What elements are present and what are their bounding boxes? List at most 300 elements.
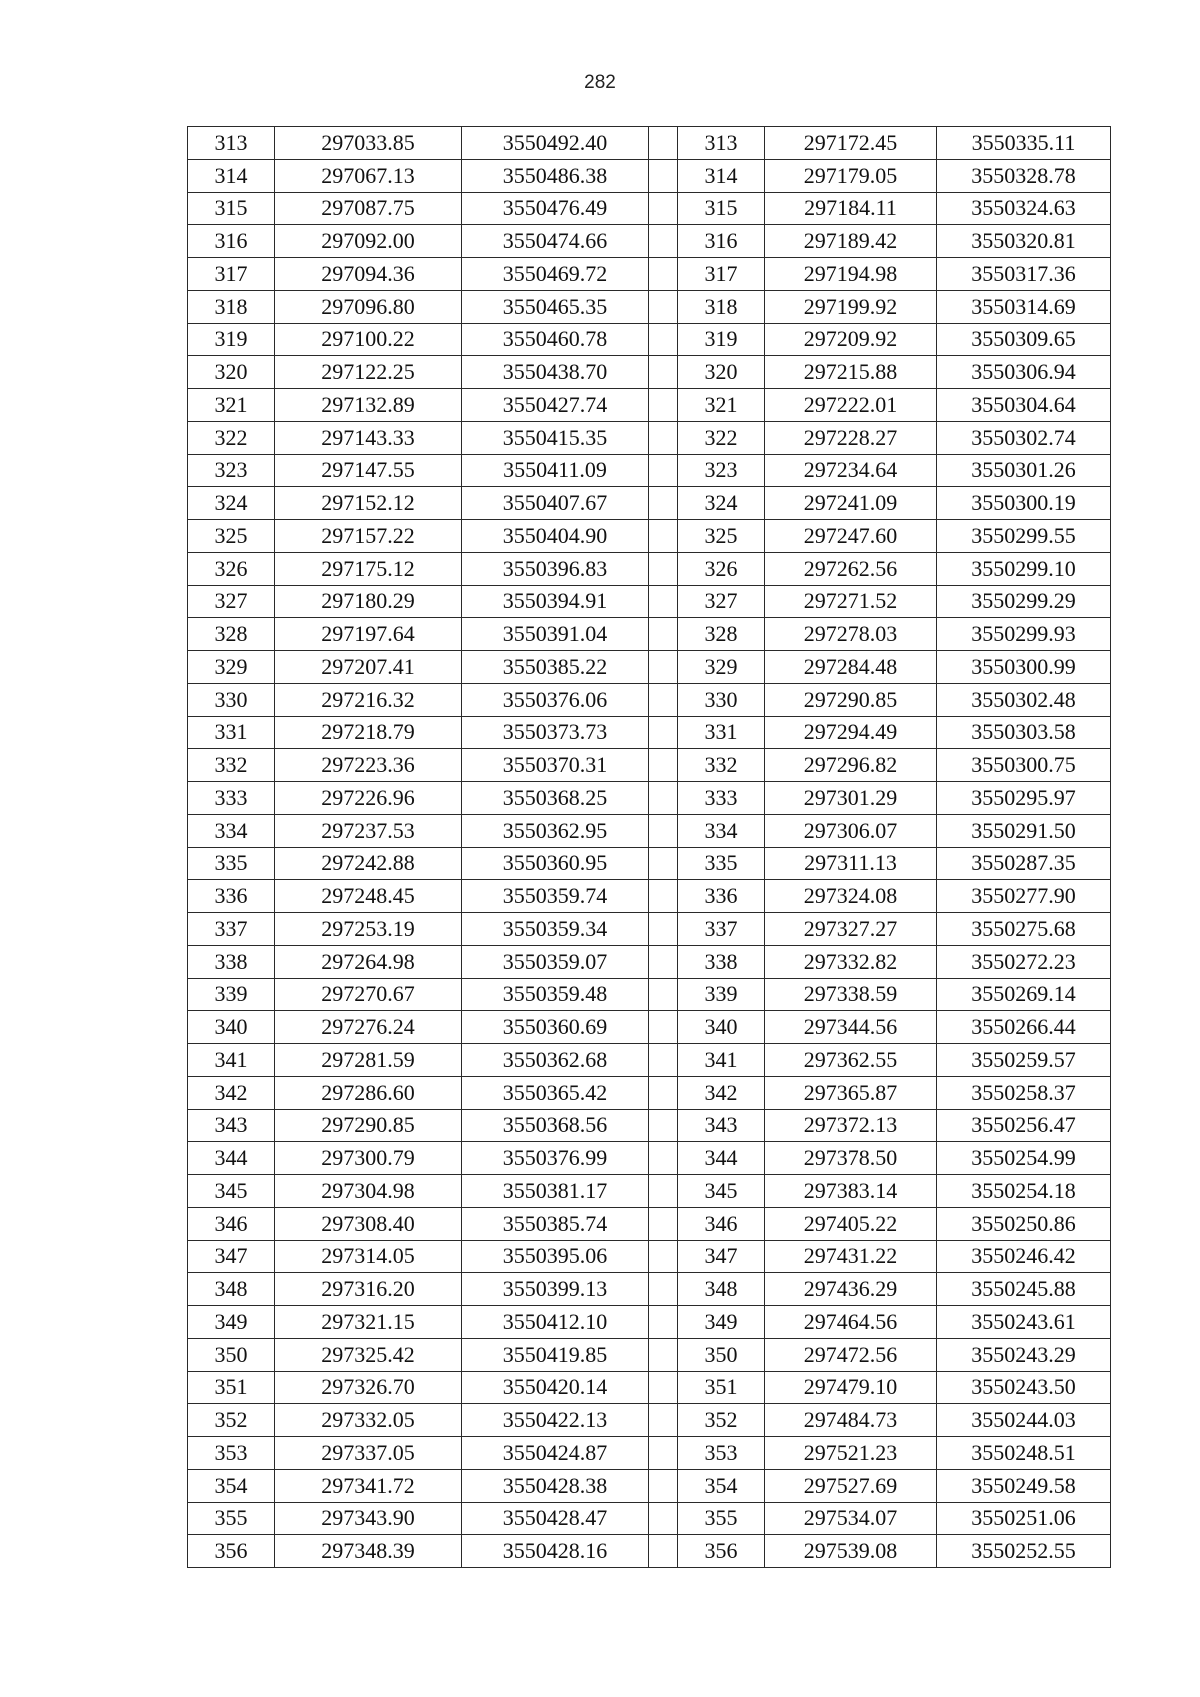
right-x-coordinate: 297241.09: [765, 487, 937, 520]
left-x-coordinate: 297132.89: [275, 389, 462, 422]
table-row: [188, 847, 1111, 880]
left-x-coordinate: 297100.22: [275, 323, 462, 356]
left-x-coordinate: 297290.85: [275, 1109, 462, 1142]
table-row: [188, 749, 1111, 782]
right-point-number: 329: [678, 651, 765, 684]
right-x-coordinate: 297234.64: [765, 454, 937, 487]
left-y-coordinate: 3550359.48: [462, 978, 649, 1011]
left-point-number: 320: [188, 356, 275, 389]
table-row: [188, 683, 1111, 716]
right-x-coordinate: 297215.88: [765, 356, 937, 389]
table-row: [188, 323, 1111, 356]
left-x-coordinate: 297143.33: [275, 421, 462, 454]
table-row: [188, 1535, 1111, 1568]
left-y-coordinate: 3550428.38: [462, 1469, 649, 1502]
right-x-coordinate: 297431.22: [765, 1240, 937, 1273]
left-y-coordinate: 3550438.70: [462, 356, 649, 389]
left-point-number: 335: [188, 847, 275, 880]
left-point-number: 343: [188, 1109, 275, 1142]
column-separator: [649, 389, 678, 422]
right-y-coordinate: 3550304.64: [937, 389, 1111, 422]
column-separator: [649, 1207, 678, 1240]
table-row: [188, 618, 1111, 651]
right-point-number: 320: [678, 356, 765, 389]
column-separator: [649, 127, 678, 160]
left-x-coordinate: 297207.41: [275, 651, 462, 684]
table-row: [188, 225, 1111, 258]
left-y-coordinate: 3550399.13: [462, 1273, 649, 1306]
right-x-coordinate: 297327.27: [765, 913, 937, 946]
left-x-coordinate: 297197.64: [275, 618, 462, 651]
left-point-number: 351: [188, 1371, 275, 1404]
right-x-coordinate: 297296.82: [765, 749, 937, 782]
table-row: [188, 258, 1111, 291]
left-x-coordinate: 297152.12: [275, 487, 462, 520]
right-point-number: 337: [678, 913, 765, 946]
right-x-coordinate: 297332.82: [765, 945, 937, 978]
left-point-number: 334: [188, 814, 275, 847]
column-separator: [649, 716, 678, 749]
right-y-coordinate: 3550254.18: [937, 1175, 1111, 1208]
right-x-coordinate: 297464.56: [765, 1306, 937, 1339]
left-y-coordinate: 3550474.66: [462, 225, 649, 258]
left-point-number: 336: [188, 880, 275, 913]
right-y-coordinate: 3550314.69: [937, 290, 1111, 323]
right-x-coordinate: 297539.08: [765, 1535, 937, 1568]
right-x-coordinate: 297228.27: [765, 421, 937, 454]
left-point-number: 330: [188, 683, 275, 716]
left-y-coordinate: 3550460.78: [462, 323, 649, 356]
left-y-coordinate: 3550385.22: [462, 651, 649, 684]
right-point-number: 321: [678, 389, 765, 422]
right-x-coordinate: 297472.56: [765, 1338, 937, 1371]
table-row: [188, 1109, 1111, 1142]
table-row: [188, 1371, 1111, 1404]
left-point-number: 356: [188, 1535, 275, 1568]
left-x-coordinate: 297341.72: [275, 1469, 462, 1502]
right-point-number: 345: [678, 1175, 765, 1208]
left-x-coordinate: 297237.53: [275, 814, 462, 847]
right-x-coordinate: 297479.10: [765, 1371, 937, 1404]
column-separator: [649, 585, 678, 618]
right-point-number: 349: [678, 1306, 765, 1339]
left-y-coordinate: 3550362.68: [462, 1044, 649, 1077]
column-separator: [649, 618, 678, 651]
column-separator: [649, 159, 678, 192]
table-row: [188, 651, 1111, 684]
left-y-coordinate: 3550368.56: [462, 1109, 649, 1142]
right-point-number: 344: [678, 1142, 765, 1175]
left-y-coordinate: 3550412.10: [462, 1306, 649, 1339]
left-x-coordinate: 297094.36: [275, 258, 462, 291]
left-point-number: 338: [188, 945, 275, 978]
right-point-number: 330: [678, 683, 765, 716]
table-row: [188, 127, 1111, 160]
column-separator: [649, 814, 678, 847]
column-separator: [649, 1404, 678, 1437]
right-point-number: 348: [678, 1273, 765, 1306]
right-point-number: 342: [678, 1076, 765, 1109]
table-row: [188, 782, 1111, 815]
column-separator: [649, 1175, 678, 1208]
right-x-coordinate: 297484.73: [765, 1404, 937, 1437]
right-point-number: 339: [678, 978, 765, 1011]
right-y-coordinate: 3550266.44: [937, 1011, 1111, 1044]
right-x-coordinate: 297222.01: [765, 389, 937, 422]
right-x-coordinate: 297365.87: [765, 1076, 937, 1109]
left-point-number: 353: [188, 1437, 275, 1470]
column-separator: [649, 1044, 678, 1077]
right-x-coordinate: 297189.42: [765, 225, 937, 258]
table-row: [188, 552, 1111, 585]
left-y-coordinate: 3550365.42: [462, 1076, 649, 1109]
left-x-coordinate: 297067.13: [275, 159, 462, 192]
right-x-coordinate: 297521.23: [765, 1437, 937, 1470]
table-row: [188, 421, 1111, 454]
column-separator: [649, 520, 678, 553]
left-x-coordinate: 297308.40: [275, 1207, 462, 1240]
right-x-coordinate: 297278.03: [765, 618, 937, 651]
column-separator: [649, 1306, 678, 1339]
right-x-coordinate: 297311.13: [765, 847, 937, 880]
left-x-coordinate: 297223.36: [275, 749, 462, 782]
left-point-number: 345: [188, 1175, 275, 1208]
right-point-number: 323: [678, 454, 765, 487]
left-x-coordinate: 297304.98: [275, 1175, 462, 1208]
right-point-number: 328: [678, 618, 765, 651]
right-y-coordinate: 3550335.11: [937, 127, 1111, 160]
table-row: [188, 585, 1111, 618]
left-point-number: 339: [188, 978, 275, 1011]
right-x-coordinate: 297301.29: [765, 782, 937, 815]
left-point-number: 347: [188, 1240, 275, 1273]
right-point-number: 316: [678, 225, 765, 258]
right-point-number: 355: [678, 1502, 765, 1535]
left-y-coordinate: 3550407.67: [462, 487, 649, 520]
left-y-coordinate: 3550492.40: [462, 127, 649, 160]
column-separator: [649, 880, 678, 913]
right-point-number: 335: [678, 847, 765, 880]
left-x-coordinate: 297180.29: [275, 585, 462, 618]
right-y-coordinate: 3550249.58: [937, 1469, 1111, 1502]
left-point-number: 317: [188, 258, 275, 291]
left-point-number: 340: [188, 1011, 275, 1044]
right-point-number: 343: [678, 1109, 765, 1142]
left-x-coordinate: 297326.70: [275, 1371, 462, 1404]
right-y-coordinate: 3550287.35: [937, 847, 1111, 880]
column-separator: [649, 683, 678, 716]
right-point-number: 334: [678, 814, 765, 847]
column-separator: [649, 487, 678, 520]
right-y-coordinate: 3550295.97: [937, 782, 1111, 815]
left-y-coordinate: 3550411.09: [462, 454, 649, 487]
right-x-coordinate: 297179.05: [765, 159, 937, 192]
left-y-coordinate: 3550427.74: [462, 389, 649, 422]
table-row: [188, 1207, 1111, 1240]
left-y-coordinate: 3550376.99: [462, 1142, 649, 1175]
left-point-number: 348: [188, 1273, 275, 1306]
left-y-coordinate: 3550419.85: [462, 1338, 649, 1371]
right-y-coordinate: 3550245.88: [937, 1273, 1111, 1306]
right-point-number: 327: [678, 585, 765, 618]
left-point-number: 355: [188, 1502, 275, 1535]
table-row: [188, 192, 1111, 225]
right-x-coordinate: 297172.45: [765, 127, 937, 160]
right-point-number: 352: [678, 1404, 765, 1437]
right-y-coordinate: 3550300.75: [937, 749, 1111, 782]
table-row: [188, 1076, 1111, 1109]
left-y-coordinate: 3550394.91: [462, 585, 649, 618]
column-separator: [649, 1011, 678, 1044]
table-row: [188, 945, 1111, 978]
right-point-number: 351: [678, 1371, 765, 1404]
right-y-coordinate: 3550258.37: [937, 1076, 1111, 1109]
right-y-coordinate: 3550328.78: [937, 159, 1111, 192]
right-point-number: 331: [678, 716, 765, 749]
right-y-coordinate: 3550299.55: [937, 520, 1111, 553]
left-x-coordinate: 297253.19: [275, 913, 462, 946]
column-separator: [649, 1371, 678, 1404]
table-row: [188, 1011, 1111, 1044]
left-x-coordinate: 297096.80: [275, 290, 462, 323]
left-point-number: 327: [188, 585, 275, 618]
column-separator: [649, 225, 678, 258]
right-x-coordinate: 297290.85: [765, 683, 937, 716]
right-x-coordinate: 297194.98: [765, 258, 937, 291]
table-row: [188, 1502, 1111, 1535]
table-row: [188, 1338, 1111, 1371]
left-point-number: 346: [188, 1207, 275, 1240]
right-y-coordinate: 3550317.36: [937, 258, 1111, 291]
right-y-coordinate: 3550277.90: [937, 880, 1111, 913]
right-x-coordinate: 297247.60: [765, 520, 937, 553]
left-y-coordinate: 3550428.16: [462, 1535, 649, 1568]
left-point-number: 318: [188, 290, 275, 323]
right-x-coordinate: 297362.55: [765, 1044, 937, 1077]
left-x-coordinate: 297276.24: [275, 1011, 462, 1044]
column-separator: [649, 1076, 678, 1109]
table-row: [188, 487, 1111, 520]
left-x-coordinate: 297122.25: [275, 356, 462, 389]
left-point-number: 325: [188, 520, 275, 553]
left-x-coordinate: 297175.12: [275, 552, 462, 585]
left-y-coordinate: 3550376.06: [462, 683, 649, 716]
right-y-coordinate: 3550303.58: [937, 716, 1111, 749]
right-x-coordinate: 297262.56: [765, 552, 937, 585]
right-x-coordinate: 297294.49: [765, 716, 937, 749]
right-y-coordinate: 3550243.29: [937, 1338, 1111, 1371]
left-y-coordinate: 3550391.04: [462, 618, 649, 651]
left-x-coordinate: 297226.96: [275, 782, 462, 815]
right-y-coordinate: 3550291.50: [937, 814, 1111, 847]
column-separator: [649, 749, 678, 782]
left-y-coordinate: 3550395.06: [462, 1240, 649, 1273]
left-point-number: 354: [188, 1469, 275, 1502]
left-y-coordinate: 3550465.35: [462, 290, 649, 323]
left-y-coordinate: 3550370.31: [462, 749, 649, 782]
left-point-number: 333: [188, 782, 275, 815]
right-x-coordinate: 297199.92: [765, 290, 937, 323]
right-x-coordinate: 297284.48: [765, 651, 937, 684]
right-x-coordinate: 297306.07: [765, 814, 937, 847]
column-separator: [649, 454, 678, 487]
left-x-coordinate: 297248.45: [275, 880, 462, 913]
right-point-number: 317: [678, 258, 765, 291]
left-x-coordinate: 297157.22: [275, 520, 462, 553]
left-point-number: 332: [188, 749, 275, 782]
left-point-number: 319: [188, 323, 275, 356]
left-point-number: 331: [188, 716, 275, 749]
left-x-coordinate: 297216.32: [275, 683, 462, 716]
table-row: [188, 1306, 1111, 1339]
table-row: [188, 814, 1111, 847]
left-x-coordinate: 297300.79: [275, 1142, 462, 1175]
table-row: [188, 159, 1111, 192]
column-separator: [649, 1338, 678, 1371]
column-separator: [649, 945, 678, 978]
table-row: [188, 880, 1111, 913]
left-y-coordinate: 3550424.87: [462, 1437, 649, 1470]
right-x-coordinate: 297344.56: [765, 1011, 937, 1044]
right-point-number: 354: [678, 1469, 765, 1502]
right-y-coordinate: 3550244.03: [937, 1404, 1111, 1437]
coordinates-table: [187, 126, 1111, 1568]
right-x-coordinate: 297436.29: [765, 1273, 937, 1306]
table-row: [188, 1469, 1111, 1502]
right-y-coordinate: 3550243.61: [937, 1306, 1111, 1339]
left-x-coordinate: 297314.05: [275, 1240, 462, 1273]
right-y-coordinate: 3550254.99: [937, 1142, 1111, 1175]
column-separator: [649, 323, 678, 356]
table-row: [188, 1175, 1111, 1208]
table-row: [188, 454, 1111, 487]
right-x-coordinate: 297184.11: [765, 192, 937, 225]
left-point-number: 321: [188, 389, 275, 422]
left-y-coordinate: 3550381.17: [462, 1175, 649, 1208]
left-y-coordinate: 3550359.74: [462, 880, 649, 913]
right-y-coordinate: 3550300.99: [937, 651, 1111, 684]
left-point-number: 324: [188, 487, 275, 520]
left-y-coordinate: 3550373.73: [462, 716, 649, 749]
table-row: [188, 1404, 1111, 1437]
left-x-coordinate: 297337.05: [275, 1437, 462, 1470]
right-y-coordinate: 3550256.47: [937, 1109, 1111, 1142]
left-x-coordinate: 297281.59: [275, 1044, 462, 1077]
right-y-coordinate: 3550259.57: [937, 1044, 1111, 1077]
left-y-coordinate: 3550428.47: [462, 1502, 649, 1535]
table-row: [188, 1240, 1111, 1273]
left-x-coordinate: 297147.55: [275, 454, 462, 487]
left-point-number: 326: [188, 552, 275, 585]
left-y-coordinate: 3550359.07: [462, 945, 649, 978]
left-point-number: 323: [188, 454, 275, 487]
right-x-coordinate: 297209.92: [765, 323, 937, 356]
left-x-coordinate: 297316.20: [275, 1273, 462, 1306]
right-point-number: 332: [678, 749, 765, 782]
right-y-coordinate: 3550299.10: [937, 552, 1111, 585]
right-y-coordinate: 3550243.50: [937, 1371, 1111, 1404]
left-x-coordinate: 297092.00: [275, 225, 462, 258]
left-x-coordinate: 297286.60: [275, 1076, 462, 1109]
column-separator: [649, 651, 678, 684]
left-x-coordinate: 297270.67: [275, 978, 462, 1011]
right-y-coordinate: 3550250.86: [937, 1207, 1111, 1240]
left-point-number: 322: [188, 421, 275, 454]
left-point-number: 315: [188, 192, 275, 225]
right-point-number: 347: [678, 1240, 765, 1273]
right-point-number: 314: [678, 159, 765, 192]
right-x-coordinate: 297534.07: [765, 1502, 937, 1535]
page-number: 282: [584, 72, 616, 93]
left-point-number: 328: [188, 618, 275, 651]
right-point-number: 350: [678, 1338, 765, 1371]
column-separator: [649, 1437, 678, 1470]
column-separator: [649, 1142, 678, 1175]
table-row: [188, 716, 1111, 749]
left-x-coordinate: 297264.98: [275, 945, 462, 978]
right-x-coordinate: 297372.13: [765, 1109, 937, 1142]
right-x-coordinate: 297405.22: [765, 1207, 937, 1240]
left-point-number: 316: [188, 225, 275, 258]
right-point-number: 341: [678, 1044, 765, 1077]
right-x-coordinate: 297378.50: [765, 1142, 937, 1175]
left-point-number: 313: [188, 127, 275, 160]
right-y-coordinate: 3550299.29: [937, 585, 1111, 618]
right-point-number: 356: [678, 1535, 765, 1568]
left-y-coordinate: 3550420.14: [462, 1371, 649, 1404]
column-separator: [649, 1109, 678, 1142]
right-y-coordinate: 3550302.48: [937, 683, 1111, 716]
right-point-number: 336: [678, 880, 765, 913]
right-point-number: 338: [678, 945, 765, 978]
coordinates-table-body: [188, 127, 1111, 1568]
column-separator: [649, 978, 678, 1011]
column-separator: [649, 1469, 678, 1502]
right-point-number: 324: [678, 487, 765, 520]
left-y-coordinate: 3550476.49: [462, 192, 649, 225]
left-y-coordinate: 3550404.90: [462, 520, 649, 553]
left-y-coordinate: 3550469.72: [462, 258, 649, 291]
right-y-coordinate: 3550324.63: [937, 192, 1111, 225]
table-row: [188, 1142, 1111, 1175]
table-row: [188, 389, 1111, 422]
left-point-number: 344: [188, 1142, 275, 1175]
left-x-coordinate: 297242.88: [275, 847, 462, 880]
right-point-number: 340: [678, 1011, 765, 1044]
left-point-number: 314: [188, 159, 275, 192]
right-point-number: 322: [678, 421, 765, 454]
left-x-coordinate: 297343.90: [275, 1502, 462, 1535]
column-separator: [649, 290, 678, 323]
left-y-coordinate: 3550422.13: [462, 1404, 649, 1437]
right-y-coordinate: 3550269.14: [937, 978, 1111, 1011]
column-separator: [649, 1273, 678, 1306]
left-point-number: 329: [188, 651, 275, 684]
left-y-coordinate: 3550486.38: [462, 159, 649, 192]
left-y-coordinate: 3550368.25: [462, 782, 649, 815]
right-point-number: 326: [678, 552, 765, 585]
right-point-number: 325: [678, 520, 765, 553]
right-y-coordinate: 3550246.42: [937, 1240, 1111, 1273]
right-y-coordinate: 3550248.51: [937, 1437, 1111, 1470]
left-x-coordinate: 297321.15: [275, 1306, 462, 1339]
left-y-coordinate: 3550415.35: [462, 421, 649, 454]
column-separator: [649, 552, 678, 585]
left-point-number: 342: [188, 1076, 275, 1109]
left-y-coordinate: 3550362.95: [462, 814, 649, 847]
right-y-coordinate: 3550320.81: [937, 225, 1111, 258]
right-point-number: 319: [678, 323, 765, 356]
